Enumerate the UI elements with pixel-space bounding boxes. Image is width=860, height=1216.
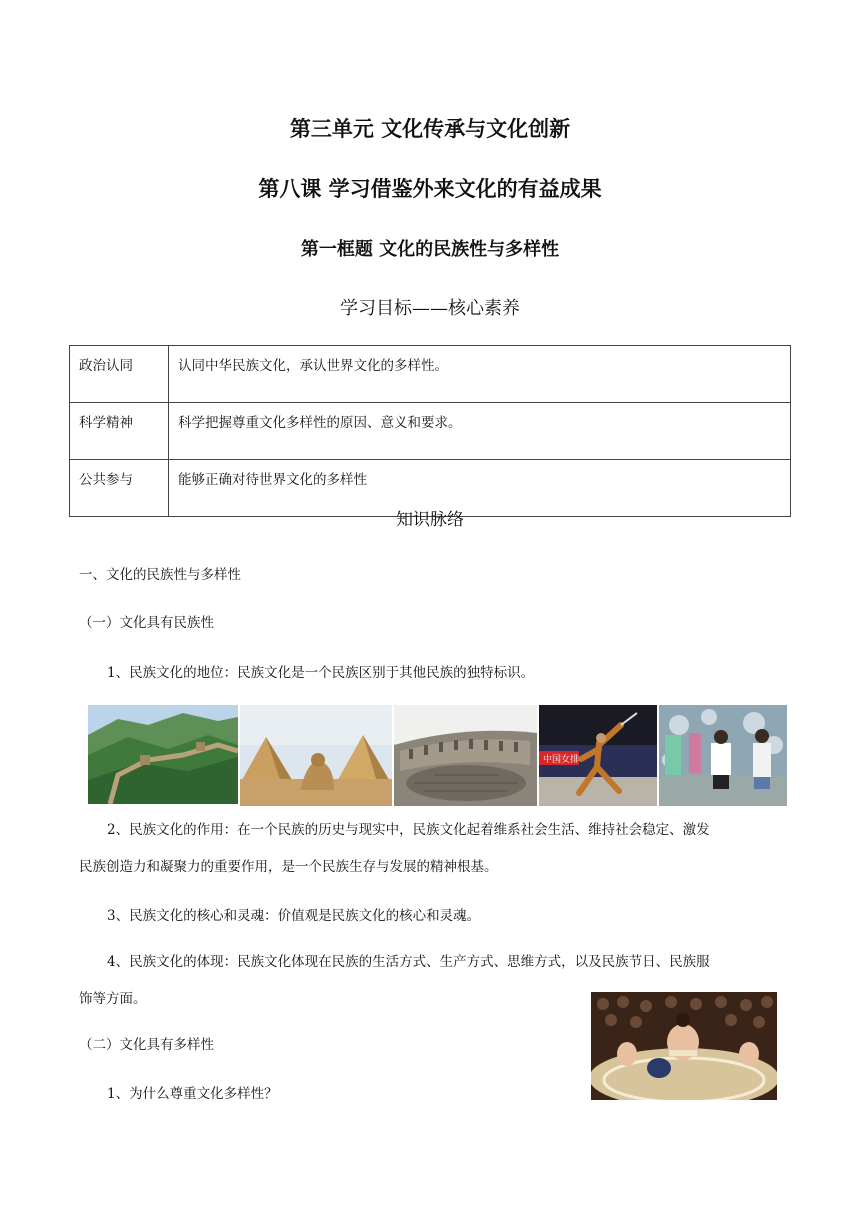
goal-key: 政治认同: [70, 346, 169, 403]
topic-title: 第一框题 文化的民族性与多样性: [300, 239, 560, 260]
goal-key: 科学精神: [70, 403, 169, 460]
paragraph: 饰等方面。: [79, 991, 147, 1007]
paragraph: 3、民族文化的核心和灵魂：价值观是民族文化的核心和灵魂。: [107, 908, 481, 924]
water-festival-image: [659, 705, 787, 806]
question: 1、为什么尊重文化多样性？: [107, 1086, 278, 1102]
outline-heading: 知识脉络: [396, 510, 464, 530]
colosseum-image: [394, 705, 537, 806]
goal-value: 能够正确对待世界文化的多样性: [169, 460, 791, 517]
lesson-title: 第八课 学习借鉴外来文化的有益成果: [258, 177, 602, 201]
banner-text: 中国女排: [543, 755, 580, 765]
paragraph: 4、民族文化的体现：民族文化体现在民族的生活方式、生产方式、思维方式，以及民族节日、民族服: [107, 954, 710, 970]
table-row: [70, 346, 791, 403]
goals-heading: 学习目标——核心素养: [340, 298, 520, 319]
goals-table: [69, 345, 791, 517]
martial-arts-image: [539, 705, 657, 806]
paragraph: 民族创造力和凝聚力的重要作用，是一个民族生存与发展的精神根基。: [79, 859, 498, 875]
subsection-heading: （二）文化具有多样性: [79, 1037, 214, 1053]
sumo-image: [591, 992, 777, 1100]
section-heading: 一、文化的民族性与多样性: [79, 567, 241, 583]
table-row: [70, 403, 791, 460]
subsection-heading: （一）文化具有民族性: [79, 615, 214, 631]
paragraph: 2、民族文化的作用：在一个民族的历史与现实中，民族文化起着维系社会生活、维持社会稳定、激发: [107, 822, 710, 838]
pyramids-image: [240, 705, 392, 806]
goal-value: 认同中华民族文化，承认世界文化的多样性。: [169, 346, 791, 403]
unit-title: 第三单元 文化传承与文化创新: [289, 117, 571, 141]
paragraph: 1、民族文化的地位：民族文化是一个民族区别于其他民族的独特标识。: [107, 665, 535, 681]
goal-key: 公共参与: [70, 460, 169, 517]
goal-value: 科学把握尊重文化多样性的原因、意义和要求。: [169, 403, 791, 460]
great-wall-image: [88, 705, 238, 804]
